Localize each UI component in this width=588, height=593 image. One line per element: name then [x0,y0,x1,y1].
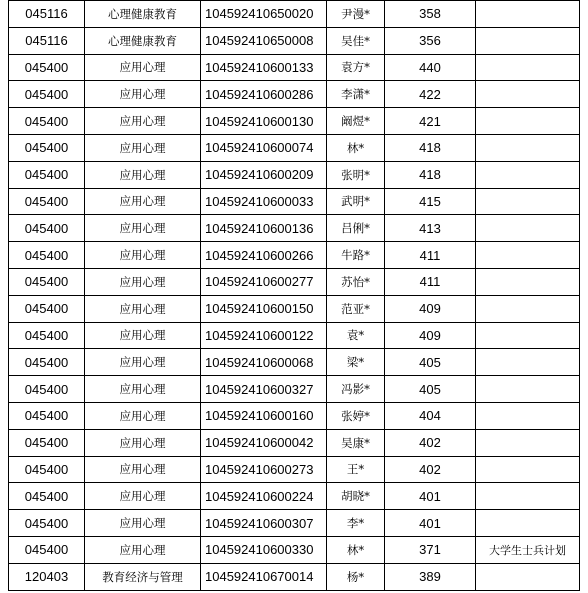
score-cell: 411 [385,242,476,269]
candidate-id-cell: 104592410600136 [201,215,327,242]
major-code-cell: 045400 [9,242,85,269]
major-name-cell: 应用心理 [85,161,201,188]
remark-cell [476,161,580,188]
candidate-name-cell: 袁方* [327,54,385,81]
table-row [9,134,580,161]
candidate-id-cell: 104592410600286 [201,81,327,108]
score-cell: 422 [385,81,476,108]
major-name-cell: 应用心理 [85,483,201,510]
major-name-cell: 应用心理 [85,81,201,108]
remark-cell: 大学生士兵计划 [476,536,580,563]
remark-cell [476,81,580,108]
major-code-cell: 045400 [9,188,85,215]
major-name-cell: 应用心理 [85,134,201,161]
major-code-cell: 045400 [9,54,85,81]
table-row [9,215,580,242]
remark-cell [476,1,580,28]
candidate-id-cell: 104592410670014 [201,563,327,590]
remark-cell [476,27,580,54]
remark-cell [476,268,580,295]
candidate-id-cell: 104592410600130 [201,108,327,135]
candidate-name-cell: 苏怡* [327,268,385,295]
table-row [9,1,580,28]
candidate-id-cell: 104592410600042 [201,429,327,456]
major-code-cell: 045400 [9,349,85,376]
remark-cell [476,349,580,376]
candidate-name-cell: 张婷* [327,402,385,429]
score-cell: 401 [385,483,476,510]
table-body [9,1,580,591]
table-row [9,54,580,81]
table-row [9,188,580,215]
candidate-id-cell: 104592410650008 [201,27,327,54]
major-code-cell: 045400 [9,215,85,242]
major-code-cell: 045400 [9,483,85,510]
table-row [9,563,580,590]
candidate-name-cell: 杨* [327,563,385,590]
candidate-id-cell: 104592410600266 [201,242,327,269]
score-cell: 440 [385,54,476,81]
score-cell: 356 [385,27,476,54]
major-name-cell: 应用心理 [85,268,201,295]
remark-cell [476,108,580,135]
major-code-cell: 045400 [9,295,85,322]
candidate-id-cell: 104592410600133 [201,54,327,81]
major-name-cell: 应用心理 [85,108,201,135]
score-cell: 402 [385,456,476,483]
major-name-cell: 应用心理 [85,536,201,563]
table-row [9,242,580,269]
table-row [9,536,580,563]
major-code-cell: 045400 [9,510,85,537]
candidate-name-cell: 吴佳* [327,27,385,54]
table-row [9,108,580,135]
score-cell: 404 [385,402,476,429]
candidate-name-cell: 林* [327,134,385,161]
candidate-id-cell: 104592410600224 [201,483,327,510]
candidate-name-cell: 吴康* [327,429,385,456]
major-name-cell: 应用心理 [85,456,201,483]
remark-cell [476,376,580,403]
score-cell: 358 [385,1,476,28]
major-code-cell: 120403 [9,563,85,590]
table-row [9,456,580,483]
major-name-cell: 应用心理 [85,510,201,537]
candidate-id-cell: 104592410600327 [201,376,327,403]
major-code-cell: 045400 [9,536,85,563]
score-cell: 405 [385,349,476,376]
table-row [9,483,580,510]
candidate-id-cell: 104592410600074 [201,134,327,161]
candidate-id-cell: 104592410650020 [201,1,327,28]
major-name-cell: 应用心理 [85,349,201,376]
table-row [9,429,580,456]
remark-cell [476,510,580,537]
major-name-cell: 应用心理 [85,376,201,403]
candidate-name-cell: 范亚* [327,295,385,322]
major-code-cell: 045400 [9,161,85,188]
score-cell: 389 [385,563,476,590]
candidate-id-cell: 104592410600150 [201,295,327,322]
major-code-cell: 045400 [9,81,85,108]
table-row [9,295,580,322]
score-cell: 415 [385,188,476,215]
table-row [9,161,580,188]
major-code-cell: 045400 [9,108,85,135]
admission-list-table [8,0,580,591]
remark-cell [476,563,580,590]
table-row [9,81,580,108]
major-code-cell: 045400 [9,376,85,403]
major-name-cell: 应用心理 [85,429,201,456]
major-name-cell: 教育经济与管理 [85,563,201,590]
table-row [9,268,580,295]
score-cell: 418 [385,161,476,188]
remark-cell [476,429,580,456]
major-code-cell: 045116 [9,1,85,28]
score-cell: 418 [385,134,476,161]
candidate-name-cell: 冯影* [327,376,385,403]
score-cell: 402 [385,429,476,456]
candidate-id-cell: 104592410600033 [201,188,327,215]
score-cell: 405 [385,376,476,403]
score-cell: 409 [385,295,476,322]
candidate-name-cell: 尹漫* [327,1,385,28]
major-code-cell: 045400 [9,322,85,349]
candidate-name-cell: 阚煜* [327,108,385,135]
candidate-name-cell: 梁* [327,349,385,376]
major-name-cell: 应用心理 [85,402,201,429]
candidate-id-cell: 104592410600160 [201,402,327,429]
score-cell: 409 [385,322,476,349]
table-row [9,510,580,537]
major-name-cell: 应用心理 [85,322,201,349]
table-row [9,402,580,429]
remark-cell [476,188,580,215]
major-name-cell: 心理健康教育 [85,27,201,54]
remark-cell [476,322,580,349]
table-row [9,27,580,54]
candidate-id-cell: 104592410600330 [201,536,327,563]
candidate-id-cell: 104592410600277 [201,268,327,295]
major-name-cell: 应用心理 [85,295,201,322]
major-code-cell: 045400 [9,268,85,295]
major-name-cell: 应用心理 [85,242,201,269]
candidate-name-cell: 胡晓* [327,483,385,510]
score-cell: 421 [385,108,476,135]
table-row [9,322,580,349]
candidate-id-cell: 104592410600209 [201,161,327,188]
candidate-name-cell: 牛路* [327,242,385,269]
major-name-cell: 心理健康教育 [85,1,201,28]
major-code-cell: 045400 [9,134,85,161]
candidate-id-cell: 104592410600273 [201,456,327,483]
candidate-name-cell: 李潇* [327,81,385,108]
score-cell: 413 [385,215,476,242]
candidate-id-cell: 104592410600307 [201,510,327,537]
major-code-cell: 045400 [9,402,85,429]
candidate-id-cell: 104592410600122 [201,322,327,349]
major-name-cell: 应用心理 [85,54,201,81]
remark-cell [476,402,580,429]
table-row [9,349,580,376]
candidate-name-cell: 林* [327,536,385,563]
table-row [9,376,580,403]
major-code-cell: 045400 [9,456,85,483]
score-cell: 371 [385,536,476,563]
candidate-name-cell: 武明* [327,188,385,215]
score-cell: 411 [385,268,476,295]
candidate-name-cell: 王* [327,456,385,483]
major-name-cell: 应用心理 [85,188,201,215]
remark-cell [476,54,580,81]
candidate-name-cell: 李* [327,510,385,537]
candidate-name-cell: 吕俐* [327,215,385,242]
remark-cell [476,456,580,483]
major-code-cell: 045116 [9,27,85,54]
candidate-name-cell: 张明* [327,161,385,188]
remark-cell [476,295,580,322]
major-code-cell: 045400 [9,429,85,456]
remark-cell [476,134,580,161]
score-cell: 401 [385,510,476,537]
major-name-cell: 应用心理 [85,215,201,242]
candidate-name-cell: 袁* [327,322,385,349]
candidate-id-cell: 104592410600068 [201,349,327,376]
remark-cell [476,483,580,510]
remark-cell [476,215,580,242]
remark-cell [476,242,580,269]
